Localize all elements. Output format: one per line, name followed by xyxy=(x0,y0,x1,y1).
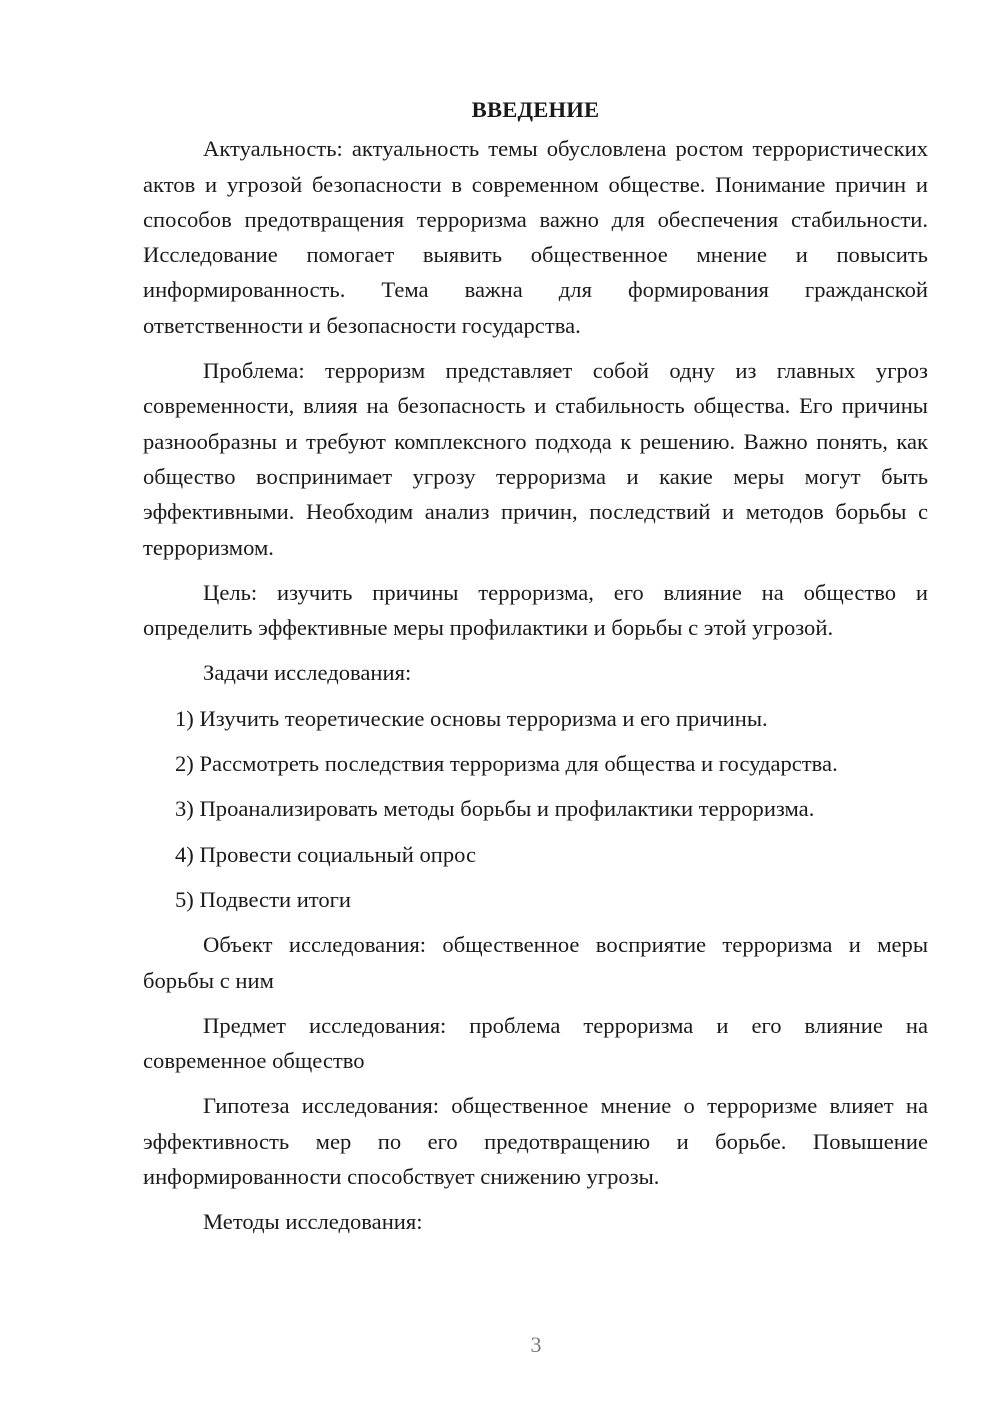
paragraph-goal: Цель: изучить причины терроризма, его влияние на общество и определить эффективные меры профилактики и борьбы с этой угрозой. xyxy=(143,579,928,641)
page-content xyxy=(143,92,928,1250)
paragraph-relevance: Актуальность: актуальность темы обусловлена ростом террористических актов и угрозой безопасности в современном обществе. Понимание причин и способов предотвращения терроризма важно для обеспечения стабильности. Исследование помогает выявить общественное мнение и повысить информированность. Тема важна для формирования гражданской ответственности и безопасности государства. xyxy=(143,136,928,338)
task-item: 2) Рассмотреть последствия терроризма для общества и государства. xyxy=(175,751,838,777)
task-item: 5) Подвести итоги xyxy=(175,886,352,912)
paragraph-subject: Предмет исследования: проблема терроризма и его влияние на современное общество xyxy=(143,1012,928,1074)
paragraph-problem: Проблема: терроризм представляет собой одну из главных угроз современности, влияя на безопасность и стабильность общества. Его причины разнообразны и требуют комплексного подхода к решению. Важно понять, как общество воспринимает угрозу терроризма и какие меры могут быть эффективными. Необходим анализ причин, последствий и методов борьбы с терроризмом. xyxy=(143,358,928,560)
section-heading: ВВЕДЕНИЕ xyxy=(471,97,600,122)
paragraph-hypothesis: Гипотеза исследования: общественное мнение о терроризме влияет на эффективность мер по его предотвращению и борьбе. Повышение информированности способствует снижению угрозы. xyxy=(143,1093,928,1190)
task-item: 1) Изучить теоретические основы терроризма и его причины. xyxy=(175,705,768,731)
task-list xyxy=(143,701,928,917)
task-item: 3) Проанализировать методы борьбы и профилактики терроризма. xyxy=(175,796,815,822)
paragraph-tasks-heading: Задачи исследования: xyxy=(203,660,412,686)
page-number: 3 xyxy=(530,1332,542,1357)
paragraph-methods: Методы исследования: xyxy=(203,1209,423,1235)
paragraph-object: Объект исследования: общественное восприятие терроризма и меры борьбы с ним xyxy=(143,932,928,993)
task-item: 4) Провести социальный опрос xyxy=(175,841,477,867)
